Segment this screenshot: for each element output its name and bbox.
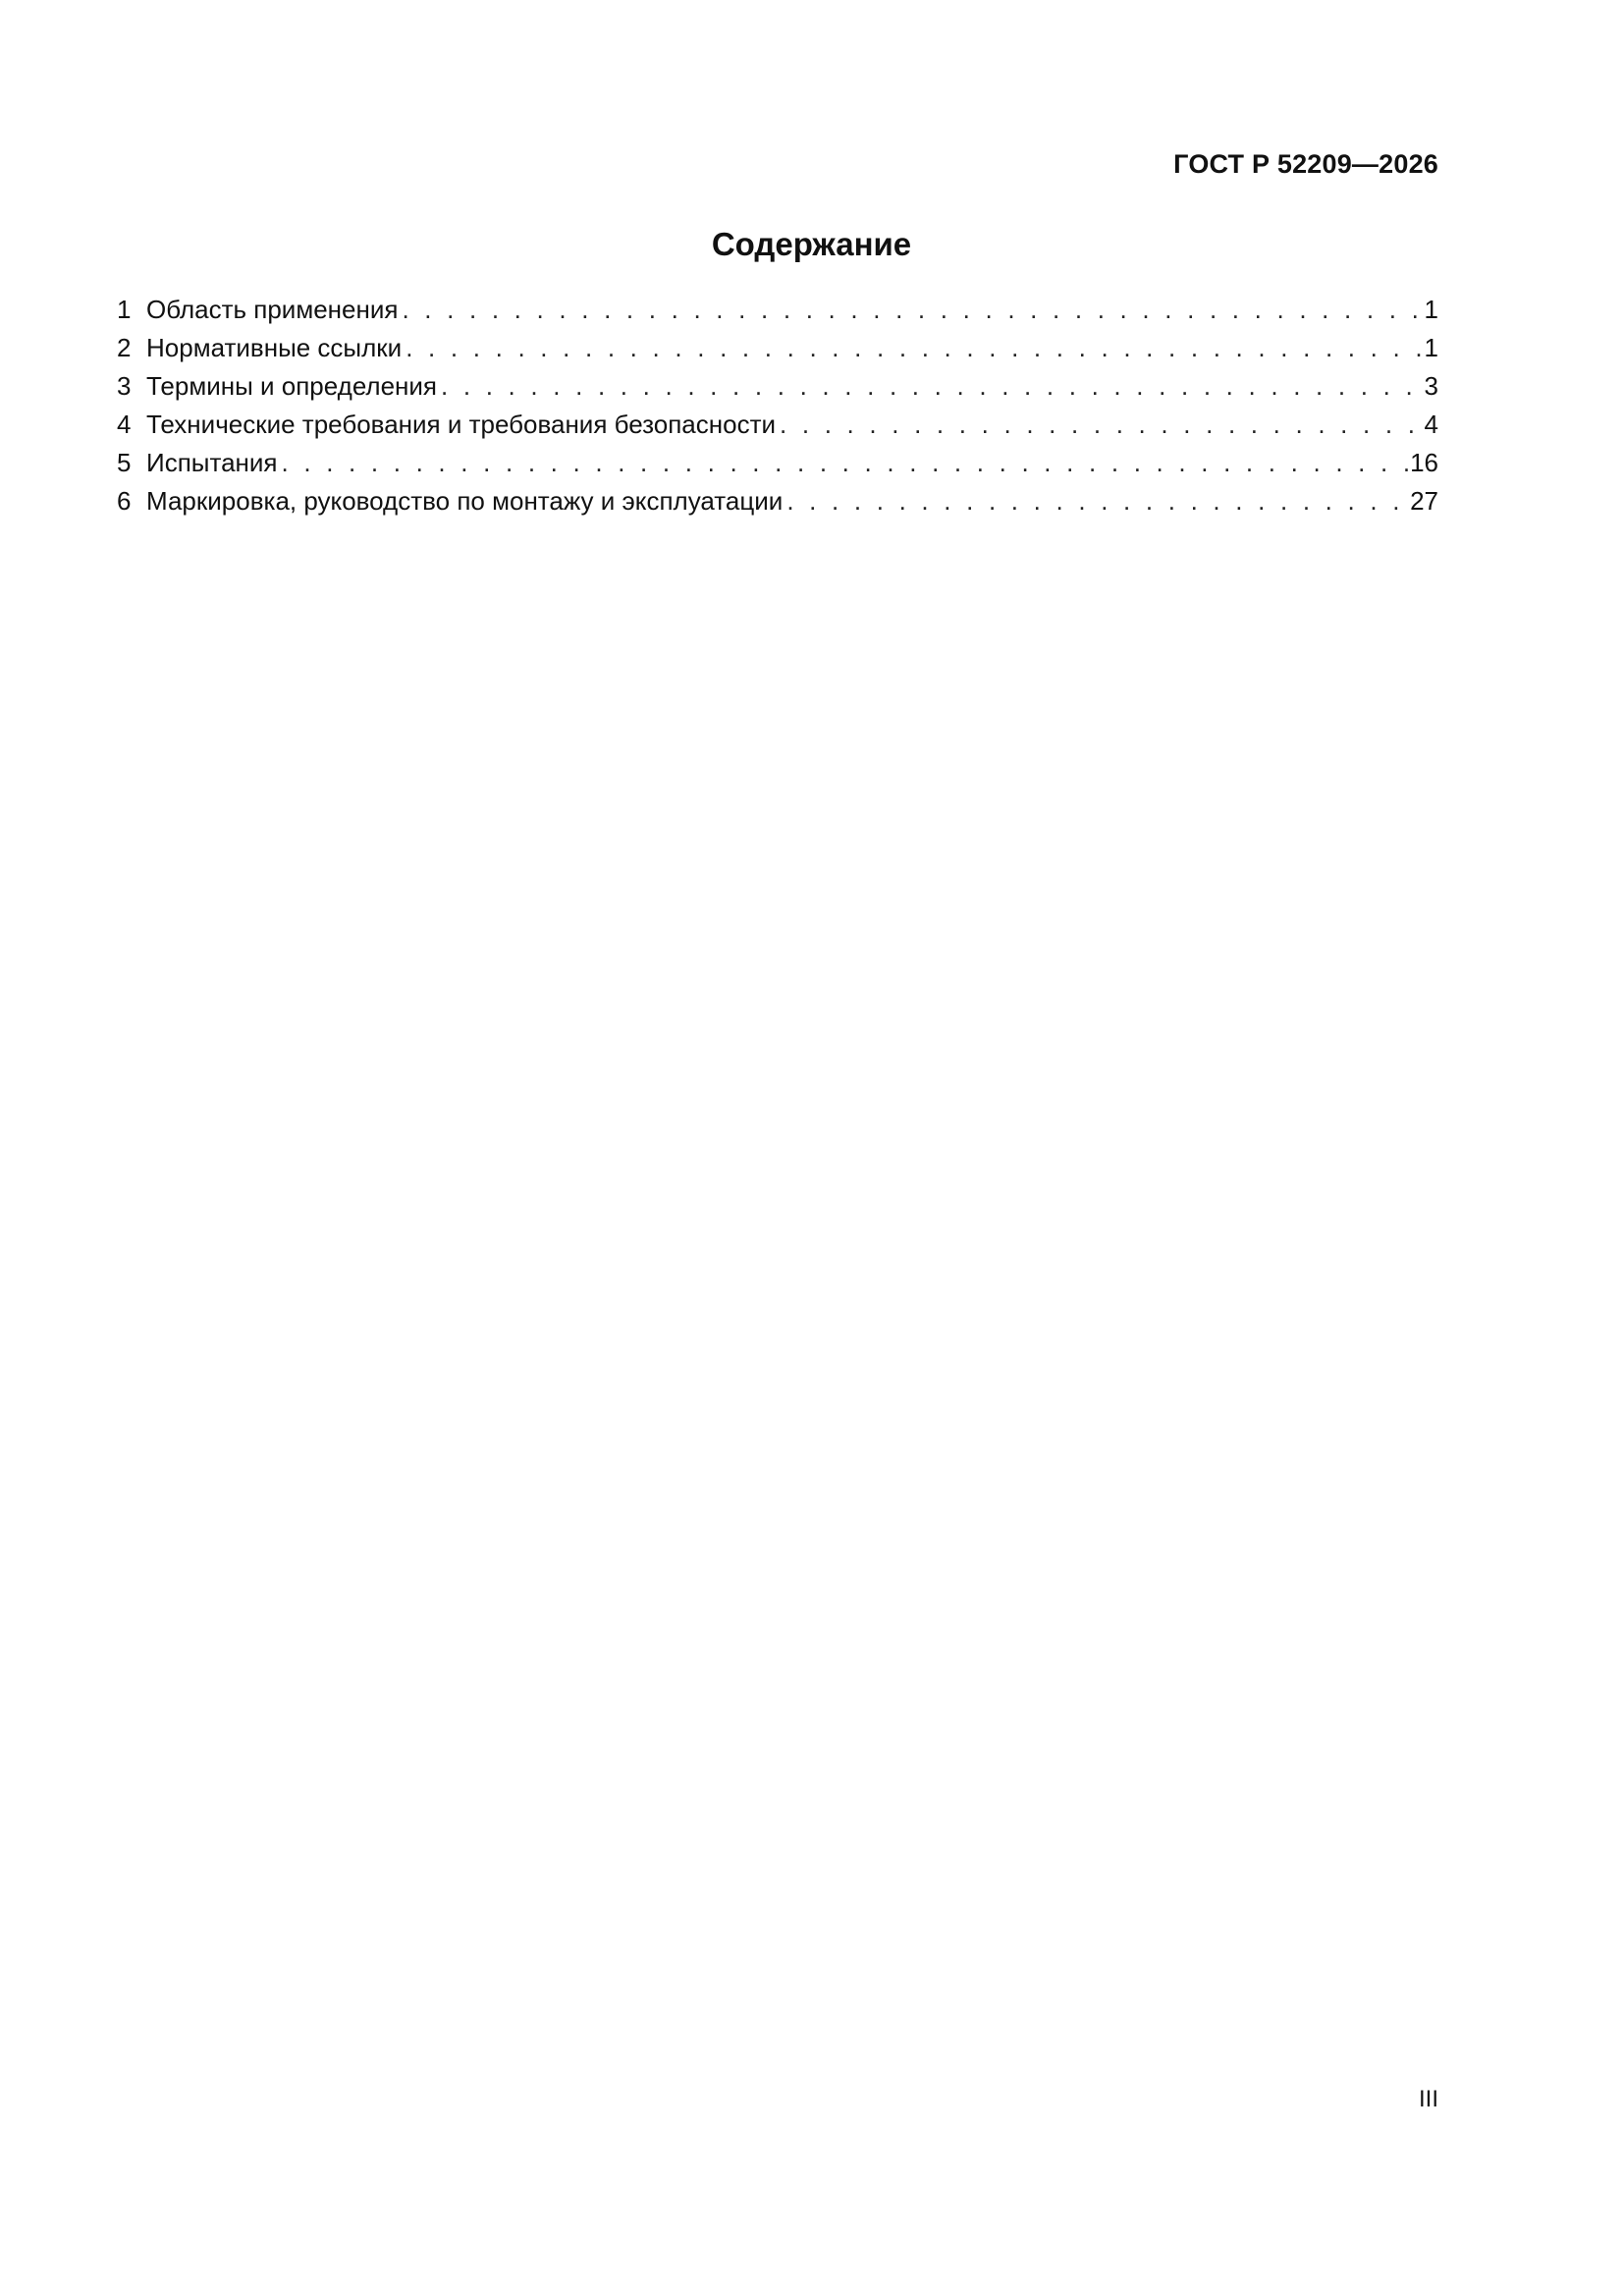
page-number: III <box>1418 2086 1438 2112</box>
toc-entry-title[interactable]: Нормативные ссылки <box>146 333 403 362</box>
toc-entry[interactable] <box>117 406 1438 444</box>
toc-entry-page: 1 <box>1424 295 1438 324</box>
toc-entry-number: 5 <box>117 448 132 477</box>
toc-entry-title[interactable]: Область применения <box>146 295 399 324</box>
toc-entry-page: 3 <box>1424 371 1438 401</box>
toc-entry-page: 4 <box>1424 410 1438 439</box>
dot-leader <box>282 444 1409 482</box>
toc-entry[interactable] <box>117 444 1438 482</box>
table-of-contents <box>117 291 1438 520</box>
dot-leader <box>786 482 1408 520</box>
dot-leader <box>780 406 1423 444</box>
toc-entry-page: 16 <box>1410 448 1438 477</box>
dot-leader <box>402 291 1422 329</box>
toc-entry-page: 27 <box>1410 486 1438 516</box>
toc-entry-page: 1 <box>1424 333 1438 362</box>
toc-entry[interactable] <box>117 482 1438 520</box>
dot-leader <box>441 367 1423 406</box>
toc-title: Содержание <box>711 226 912 262</box>
document-code: ГОСТ Р 52209—2026 <box>1173 149 1438 179</box>
toc-entry-title[interactable]: Термины и определения <box>146 371 438 401</box>
toc-entry-number: 6 <box>117 486 132 516</box>
toc-entry[interactable] <box>117 291 1438 329</box>
toc-entry-number: 3 <box>117 371 132 401</box>
toc-entry-title[interactable]: Испытания <box>146 448 278 477</box>
toc-entry-number: 4 <box>117 410 132 439</box>
dot-leader <box>406 329 1422 367</box>
toc-entry-title[interactable]: Маркировка, руководство по монтажу и эксплуатации <box>146 486 784 516</box>
toc-entry[interactable] <box>117 367 1438 406</box>
toc-entry-title[interactable]: Технические требования и требования безопасности <box>146 410 776 439</box>
toc-entry-number: 1 <box>117 295 132 324</box>
toc-entry-number: 2 <box>117 333 132 362</box>
toc-entry[interactable] <box>117 329 1438 367</box>
